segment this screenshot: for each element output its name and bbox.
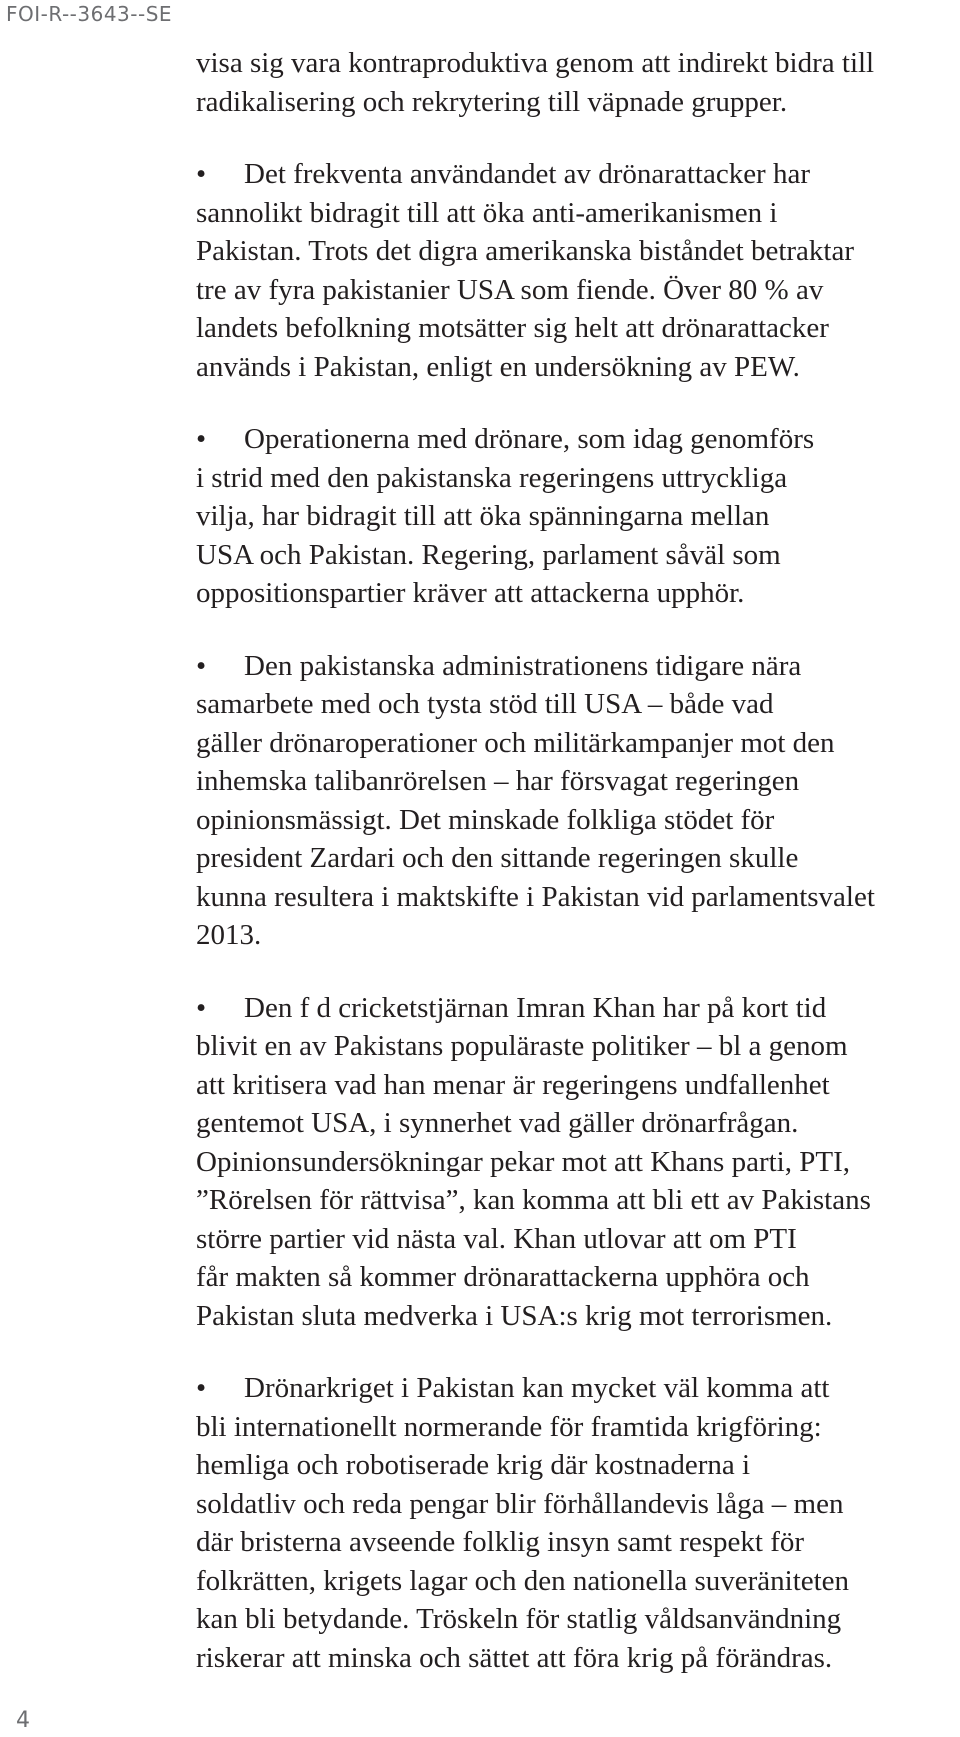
text-line: USA och Pakistan. Regering, parlament såväl som [196,538,781,571]
page-number: 4 [16,1708,30,1733]
text-line: landets befolkning motsätter sig helt att drönarattacker [196,312,829,344]
text-line: större partier vid nästa val. Khan utlovar att om PTI [196,1222,797,1255]
bullet-icon: • [196,158,207,190]
report-id-header: FOI-R--3643--SE [6,2,173,26]
text-line: Den pakistanska administrationens tidigare nära [244,649,802,682]
text-line: Drönarkriget i Pakistan kan mycket väl komma att [244,1372,830,1404]
text-line: 2013. [196,919,262,951]
text-line: där bristerna avseende folklig insyn samt respekt för [196,1526,805,1558]
text-line: i strid med den pakistanska regeringens uttryckliga [196,461,788,494]
text-line: får makten så kommer drönarattackerna upphöra och [196,1261,810,1293]
text-line: soldatliv och reda pengar blir förhållandevis låga – men [196,1487,844,1520]
text-line: hemliga och robotiserade krig där kostnaderna i [196,1449,751,1481]
text-line: samarbete med och tysta stöd till USA – både vad [196,688,774,720]
text-line: gäller drönaroperationer och militärkampanjer mot den [196,726,835,759]
text-line: inhemska talibanrörelsen – har försvagat regeringen [196,765,800,797]
text-line: blivit en av Pakistans populäraste politiker – bl a genom [196,1030,848,1062]
text-line: Pakistan. Trots det digra amerikanska biståndet betraktar [196,235,854,267]
text-line: radikalisering och rekrytering till väpnade grupper. [196,85,788,118]
bullet-paragraph-5 [196,1369,956,1677]
document-body [196,44,956,1677]
text-line: används i Pakistan, enligt en undersökning av PEW. [196,350,800,383]
text-line: att kritisera vad han menar är regeringens undfallenhet [196,1068,830,1101]
text-line: Opinionsundersökningar pekar mot att Khans parti, PTI, [196,1145,850,1178]
bullet-icon: • [196,649,207,682]
text-line: tre av fyra pakistanier USA som fiende. Över 80 % av [196,273,824,306]
bullet-paragraph-3 [196,647,956,955]
bullet-icon: • [196,991,207,1024]
text-line: Den f d cricketstjärnan Imran Khan har på kort tid [244,991,827,1024]
bullet-paragraph-1 [196,155,956,386]
bullet-icon: • [196,1372,207,1404]
bullet-icon: • [196,423,207,455]
text-line: president Zardari och den sittande regeringen skulle [196,842,799,874]
text-line: kan bli betydande. Tröskeln för statlig våldsanvändning [196,1603,842,1635]
text-line: Operationerna med drönare, som idag genomförs [244,423,815,455]
text-line: riskerar att minska och sättet att föra krig på förändras. [196,1641,833,1674]
text-line: sannolikt bidragit till att öka anti-amerikanismen i [196,196,778,229]
text-line: oppositionspartier kräver att attackerna upphör. [196,577,745,609]
text-line: bli internationellt normerande för framtida krigföring: [196,1410,822,1443]
bullet-paragraph-2 [196,420,956,613]
text-line: ”Rörelsen för rättvisa”, kan komma att bli ett av Pakistans [196,1184,871,1216]
text-line: gentemot USA, i synnerhet vad gäller drönarfrågan. [196,1107,799,1139]
text-line: opinionsmässigt. Det minskade folkliga stödet för [196,803,775,836]
text-line: Det frekventa användandet av drönarattacker har [244,158,810,190]
text-line: folkrätten, krigets lagar och den nationella suveräniteten [196,1564,850,1597]
text-line: kunna resultera i maktskifte i Pakistan vid parlamentsvalet [196,880,875,913]
intro-paragraph [196,44,956,121]
text-line: vilja, har bidragit till att öka spänningarna mellan [196,500,770,532]
bullet-paragraph-4 [196,989,956,1336]
text-line: visa sig vara kontraproduktiva genom att indirekt bidra till [196,47,875,79]
text-line: Pakistan sluta medverka i USA:s krig mot terrorismen. [196,1299,833,1332]
